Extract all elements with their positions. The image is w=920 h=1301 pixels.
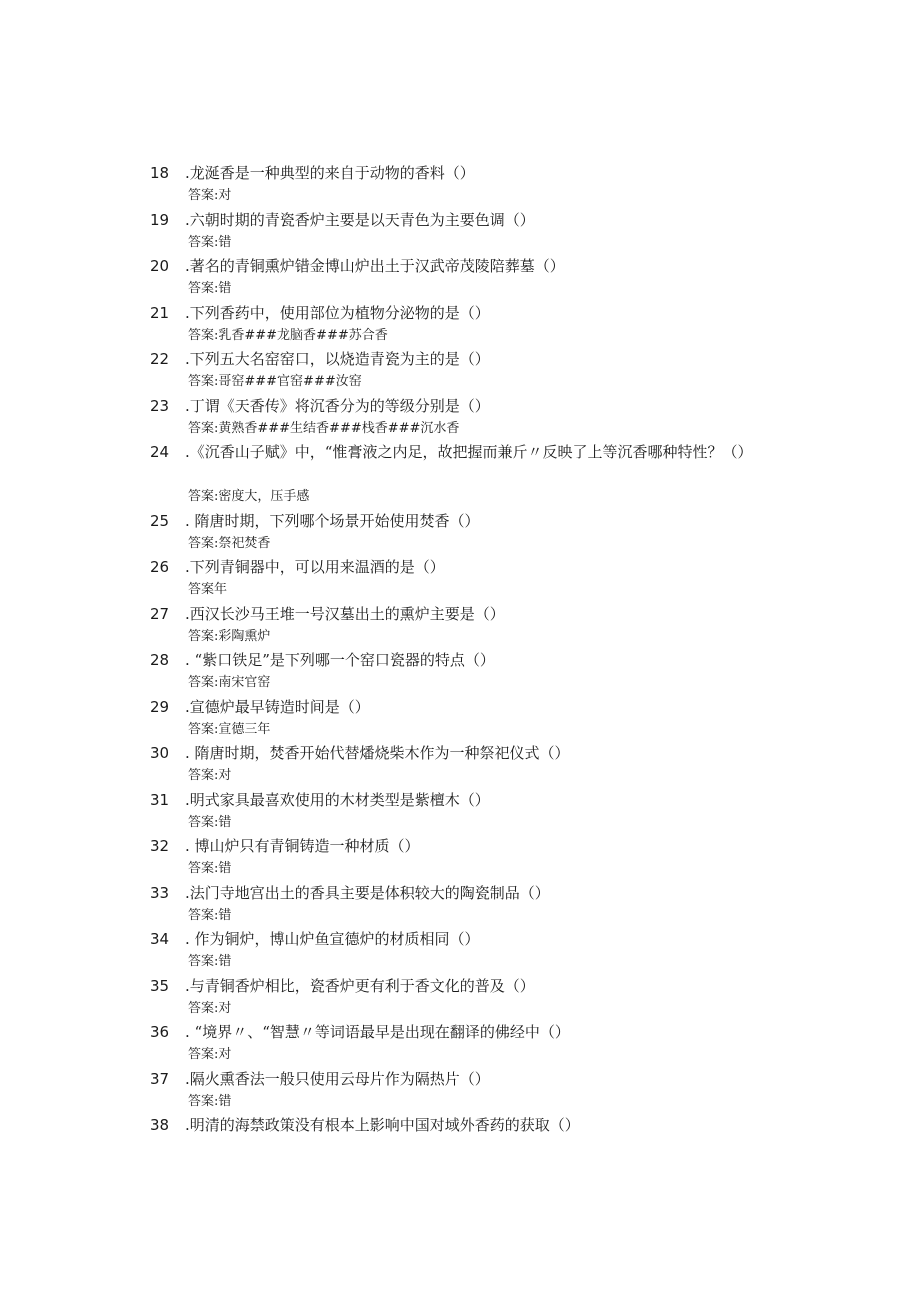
question-item [150, 788, 790, 835]
question-text: .与青铜香炉相比，瓷香炉更有利于香文化的普及（） [185, 976, 535, 995]
question-number: 28 [150, 651, 170, 669]
question-item [150, 648, 790, 695]
question-item [150, 208, 790, 255]
answer-text: 答案:错 [188, 281, 232, 296]
question-number: 30 [150, 744, 170, 762]
question-text: .丁谓《天香传》将沉香分为的等级分别是（） [185, 396, 490, 415]
question-number: 24 [150, 443, 170, 461]
question-number: 26 [150, 558, 170, 576]
answer-text: 答案:乳香###龙脑香###苏合香 [188, 327, 388, 343]
question-text: . “境界〃、“智慧〃等词语最早是出现在翻译的佛经中（） [185, 1023, 570, 1041]
question-text: .《沉香山子赋》中，“惟膏液之内足，故把握而兼斤〃反映了上等沉香哪种特性？（） [185, 443, 753, 461]
answer-text: 答案:对 [188, 1047, 232, 1062]
question-item [150, 1113, 790, 1137]
question-list [150, 161, 790, 1137]
answer-text: 答案:哥窑###官窑###汝窑 [188, 374, 362, 389]
question-number: 36 [150, 1023, 170, 1041]
question-number: 27 [150, 604, 170, 623]
question-text: . 隋唐时期，焚香开始代替燔烧柴木作为一种祭祀仪式（） [185, 744, 570, 762]
answer-text: 答案:对 [188, 188, 232, 203]
answer-text: 答案:南宋官窑 [188, 675, 271, 690]
question-item [150, 1020, 790, 1067]
question-text: . 隋唐时期，下列哪个场景开始使用焚香（） [185, 511, 480, 530]
question-item [150, 881, 790, 928]
question-item [150, 741, 790, 788]
question-text: . “紫口铁足”是下列哪一个窑口瓷器的特点（） [185, 651, 495, 669]
answer-text: 答案:错 [188, 234, 232, 250]
question-text: . 博山炉只有青铜铸造一种材质（） [185, 837, 420, 855]
question-text: .龙涎香是一种典型的来自于动物的香料（） [185, 164, 475, 182]
question-number: 20 [150, 257, 170, 275]
question-text: .明式家具最喜欢使用的木材类型是紫檀木（） [185, 790, 490, 809]
question-item [150, 509, 790, 556]
answer-text: 答案:对 [188, 768, 232, 783]
question-item [150, 602, 790, 649]
question-number: 31 [150, 790, 170, 809]
answer-text: 答案:错 [188, 1093, 232, 1109]
question-text: .法门寺地宫出土的香具主要是体积较大的陶瓷制品（） [185, 883, 550, 902]
question-item [150, 927, 790, 974]
question-number: 23 [150, 396, 170, 415]
question-text: .著名的青铜熏炉错金博山炉出土于汉武帝茂陵陪葬墓（） [185, 257, 565, 275]
question-number: 38 [150, 1116, 170, 1134]
question-text: .下列青铜器中，可以用来温酒的是（） [185, 558, 445, 576]
question-item [150, 394, 790, 441]
question-number: 18 [150, 164, 170, 182]
question-item [150, 347, 790, 394]
question-number: 33 [150, 883, 170, 902]
question-text: .下列五大名窑窑口，以烧造青瓷为主的是（） [185, 350, 490, 368]
question-item [150, 1067, 790, 1114]
answer-text: 答案:错 [188, 814, 232, 830]
question-number: 19 [150, 210, 170, 229]
answer-text: 答案:错 [188, 907, 232, 923]
question-number: 34 [150, 930, 170, 948]
question-number: 25 [150, 511, 170, 530]
question-item [150, 161, 790, 208]
answer-text: 答案:对 [188, 1000, 232, 1016]
question-text: .隔火熏香法一般只使用云母片作为隔热片（） [185, 1069, 490, 1088]
question-item [150, 974, 790, 1021]
question-number: 37 [150, 1069, 170, 1088]
question-number: 22 [150, 350, 170, 368]
question-item [150, 834, 790, 881]
question-text: .西汉长沙马王堆一号汉墓出土的熏炉主要是（） [185, 604, 505, 623]
answer-text: 答案:黄熟香###生结香###栈香###沉水香 [188, 420, 460, 436]
answer-text: 答案:祭祀焚香 [188, 535, 271, 551]
question-item [150, 440, 790, 509]
question-item [150, 555, 790, 602]
question-text: .宣德炉最早铸造时间是（） [185, 697, 370, 716]
question-text: .明清的海禁政策没有根本上影响中国对域外香药的获取（） [185, 1116, 580, 1134]
question-number: 29 [150, 697, 170, 716]
question-text: . 作为铜炉，博山炉鱼宣德炉的材质相同（） [185, 930, 480, 948]
question-item [150, 301, 790, 348]
answer-text: 答案:彩陶熏炉 [188, 628, 271, 644]
answer-text: 答案:宣德三年 [188, 721, 271, 737]
answer-text: 答案:错 [188, 861, 232, 876]
answer-text: 答案:错 [188, 954, 232, 969]
question-number: 21 [150, 303, 170, 322]
question-text: .六朝时期的青瓷香炉主要是以天青色为主要色调（） [185, 210, 535, 229]
question-number: 35 [150, 976, 170, 995]
question-item [150, 254, 790, 301]
question-number: 32 [150, 837, 170, 855]
answer-text: 答案:密度大，压手感 [188, 489, 310, 504]
question-text: .下列香药中，使用部位为植物分泌物的是（） [185, 303, 490, 322]
answer-text: 答案年 [188, 582, 228, 597]
question-item [150, 695, 790, 742]
